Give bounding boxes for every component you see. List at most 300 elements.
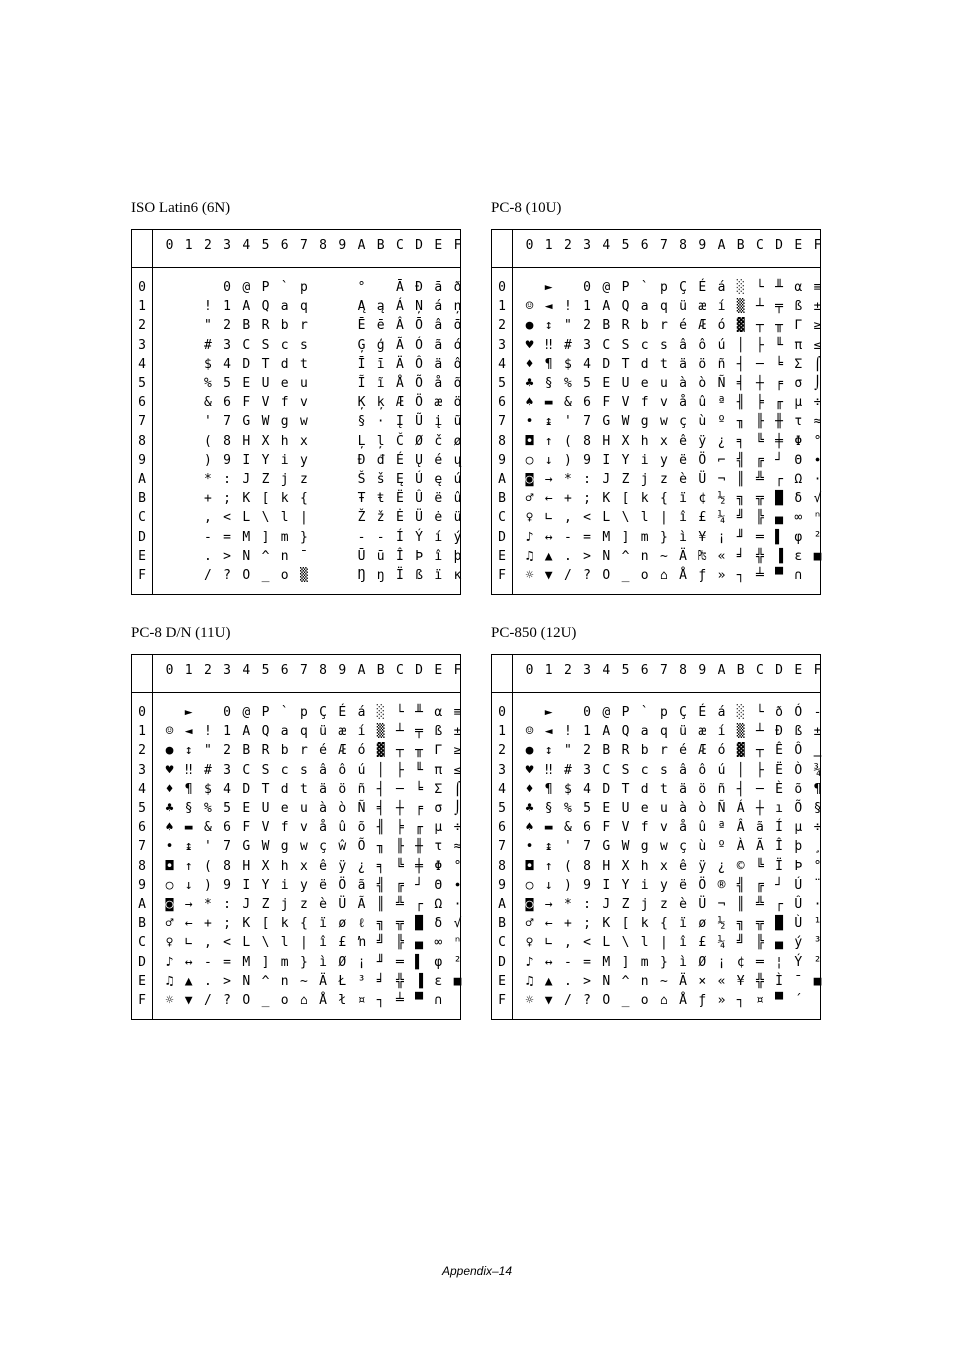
char-cell: É — [698, 280, 707, 295]
char-cell: \ — [621, 935, 630, 951]
char-cell: U — [621, 376, 630, 391]
char-cell: ╪ — [415, 858, 423, 874]
char-cell: ■ — [453, 973, 462, 989]
char-cell: ♥ — [165, 762, 174, 778]
char-cell — [333, 393, 352, 412]
char-cell: ↓ — [544, 452, 553, 468]
char-cell: Ŧ — [357, 491, 366, 507]
row-header: C — [498, 935, 506, 951]
char-cell: £ — [698, 510, 707, 526]
char-cell: ¦ — [775, 954, 783, 970]
char-cell: ═ — [755, 954, 764, 970]
char-cell: É — [395, 452, 404, 468]
char-cell: ¢ — [736, 954, 745, 970]
row-header: 7 — [138, 414, 146, 430]
char-cell: ī — [376, 356, 385, 372]
char-cell: ý — [453, 529, 462, 545]
column-header: 6 — [280, 238, 289, 253]
row-header: 3 — [498, 762, 506, 778]
char-cell: _ — [261, 568, 270, 583]
char-cell: C — [242, 337, 251, 353]
char-cell: 9 — [223, 452, 231, 468]
char-cell: G — [242, 414, 251, 430]
char-cell: Ω — [794, 472, 803, 487]
char-cell: 0 — [583, 705, 591, 720]
char-cell: Ų — [415, 452, 423, 468]
char-cell: Æ — [395, 395, 404, 411]
char-cell: ∩ — [794, 568, 803, 583]
table-title: PC-8 D/N (11U) — [131, 625, 231, 641]
char-cell: · — [813, 472, 822, 487]
char-cell: ├ — [755, 762, 764, 778]
char-cell: " — [203, 743, 212, 759]
char-cell: % — [203, 801, 212, 816]
char-cell: ¶ — [544, 356, 553, 372]
char-cell: ¼ — [717, 935, 726, 951]
column-header: 9 — [698, 238, 707, 253]
char-cell: Ñ — [357, 801, 366, 816]
char-cell: ⁿ — [813, 510, 822, 526]
char-cell: s — [299, 337, 308, 353]
char-cell: Þ — [794, 858, 803, 874]
char-cell: C — [602, 762, 611, 778]
char-cell: $ — [203, 781, 212, 797]
char-cell: π — [434, 762, 443, 778]
char-cell: ▒ — [736, 299, 745, 315]
char-cell: Q — [621, 724, 630, 740]
char-cell: M — [242, 954, 251, 970]
char-cell: } — [659, 529, 668, 545]
char-cell: 6 — [583, 820, 591, 836]
char-cell: d — [640, 781, 649, 797]
char-cell: | — [659, 935, 668, 951]
char-cell: J — [602, 897, 611, 912]
char-cell: } — [299, 529, 308, 545]
column-header: 0 — [525, 238, 534, 253]
char-cell: Ï — [775, 858, 783, 874]
char-cell: Ø — [415, 433, 423, 449]
char-cell: ÷ — [813, 395, 822, 411]
char-cell: © — [736, 858, 745, 874]
char-cell: l — [640, 510, 649, 526]
row-header: 2 — [498, 318, 506, 334]
char-cell: b — [280, 318, 289, 334]
column-header: A — [357, 238, 366, 253]
char-cell: 0 — [583, 280, 591, 295]
char-cell: Þ — [415, 548, 423, 564]
char-cell: Î — [395, 548, 404, 564]
char-cell: § — [357, 414, 366, 430]
char-cell: Ė — [395, 510, 404, 526]
char-cell: ↔ — [544, 954, 553, 970]
char-cell: Γ — [434, 743, 443, 759]
char-cell — [160, 432, 179, 451]
char-cell: ∞ — [434, 935, 443, 951]
char-cell: ô — [698, 337, 707, 353]
char-cell: ê — [679, 858, 687, 874]
char-cell: ! — [563, 724, 572, 740]
row-header: 6 — [498, 820, 506, 836]
char-cell: ³ — [813, 935, 822, 951]
char-cell: • — [165, 839, 174, 855]
char-cell: + — [203, 491, 212, 507]
char-cell: Ļ — [357, 433, 366, 449]
char-cell: ╖ — [376, 839, 385, 855]
char-cell: w — [659, 414, 668, 430]
char-cell: í — [717, 299, 726, 315]
char-cell: ┤ — [736, 781, 745, 797]
char-cell: r — [659, 318, 668, 334]
char-cell: ƒ — [698, 568, 707, 583]
row-header: 1 — [138, 724, 146, 740]
char-cell: P — [261, 280, 270, 295]
char-cell: ♣ — [165, 801, 174, 816]
char-cell — [160, 278, 179, 297]
char-cell: σ — [794, 376, 803, 391]
char-cell: ┬ — [755, 318, 764, 334]
char-cell: - — [563, 529, 572, 545]
char-cell: ╩ — [395, 897, 404, 912]
code-grid — [131, 229, 461, 595]
char-cell: f — [640, 820, 649, 836]
column-header: 1 — [544, 663, 553, 678]
row-header: 9 — [498, 877, 506, 893]
char-cell: ▀ — [775, 568, 783, 583]
char-cell: ↕ — [184, 743, 193, 759]
char-cell: 2 — [583, 743, 591, 759]
char-cell: Ī — [357, 356, 366, 372]
char-cell: j — [280, 897, 289, 912]
column-header: 6 — [640, 663, 649, 678]
char-cell: ! — [203, 299, 212, 315]
char-cell: T — [621, 781, 630, 797]
char-cell: T — [621, 356, 630, 372]
char-cell — [314, 355, 333, 374]
code-grid — [131, 654, 461, 1020]
char-cell: / — [203, 993, 212, 1008]
char-cell: ╝ — [736, 935, 745, 951]
char-cell: y — [659, 877, 668, 893]
row-header: 6 — [138, 820, 146, 836]
char-cell: i — [280, 877, 289, 893]
char-cell: ē — [376, 318, 385, 334]
column-header: 6 — [280, 663, 289, 678]
char-cell — [179, 508, 198, 527]
char-cell: + — [203, 916, 212, 932]
char-cell — [160, 297, 179, 316]
char-cell: ¼ — [717, 510, 726, 526]
char-cell: ^ — [621, 973, 630, 989]
char-cell: ╥ — [415, 743, 423, 759]
char-cell: ↨ — [184, 839, 193, 855]
row-header: 4 — [138, 781, 146, 797]
char-cell: z — [299, 472, 308, 487]
char-cell: ╣ — [736, 452, 745, 468]
char-cell: : — [223, 472, 231, 487]
char-cell — [198, 278, 217, 297]
char-cell: ▬ — [544, 395, 553, 411]
char-cell: ┘ — [415, 877, 423, 893]
char-cell: ← — [544, 916, 553, 932]
char-cell: Á — [395, 299, 404, 315]
char-cell: v — [659, 395, 668, 411]
char-cell: ℓ — [358, 916, 365, 932]
char-cell: ï — [319, 916, 327, 932]
char-cell: à — [679, 376, 687, 391]
char-cell: 6 — [223, 820, 231, 836]
char-cell: ę — [434, 472, 443, 487]
char-cell: u — [659, 376, 668, 391]
char-cell — [314, 278, 333, 297]
char-cell: p — [659, 280, 668, 295]
row-header: B — [138, 491, 146, 507]
char-cell: ▓ — [376, 743, 385, 759]
char-cell: W — [261, 414, 270, 430]
char-cell: " — [203, 318, 212, 334]
char-cell: ▼ — [544, 993, 553, 1008]
char-cell: o — [280, 993, 289, 1008]
char-cell: x — [299, 858, 308, 874]
char-cell: Z — [261, 897, 270, 912]
char-cell: c — [640, 337, 649, 353]
char-cell: ) — [563, 452, 572, 468]
row-header: 6 — [498, 395, 506, 411]
column-header: C — [755, 238, 764, 253]
column-header: A — [717, 238, 726, 253]
char-cell: O — [602, 568, 611, 583]
row-header: 8 — [498, 858, 506, 874]
char-cell: ø — [453, 433, 462, 449]
column-header: 2 — [203, 663, 212, 678]
char-cell: ├ — [395, 762, 404, 778]
column-header: E — [794, 663, 803, 678]
char-cell: ç — [679, 414, 687, 430]
char-cell: S — [261, 762, 270, 778]
row-header: 1 — [138, 299, 146, 315]
char-cell: ¸ — [813, 839, 822, 855]
char-cell: ═ — [395, 954, 404, 970]
char-cell: Ç — [319, 705, 327, 720]
column-header: B — [736, 238, 745, 253]
char-cell: ▬ — [544, 820, 553, 836]
char-cell: · — [453, 897, 462, 912]
char-cell: ŵ — [338, 839, 347, 855]
char-cell: A — [602, 299, 611, 315]
char-cell: ● — [525, 743, 534, 759]
char-cell: ╫ — [415, 839, 423, 855]
char-cell: ☺ — [525, 299, 534, 315]
char-cell: Φ — [434, 858, 443, 874]
char-cell: 1 — [223, 299, 231, 315]
char-cell: ² — [453, 954, 462, 970]
char-cell: ð — [775, 705, 783, 720]
char-cell: ã — [755, 820, 764, 836]
char-cell: í — [357, 724, 366, 740]
table-title: PC-8 (10U) — [491, 200, 562, 216]
char-cell: l — [280, 935, 289, 951]
char-cell: ų — [453, 452, 462, 468]
char-cell: q — [659, 724, 668, 740]
char-cell: ║ — [736, 472, 745, 487]
char-cell: 2 — [223, 318, 231, 334]
char-cell: Ņ — [415, 299, 423, 315]
char-cell: ² — [813, 954, 822, 970]
char-cell: ï — [679, 916, 687, 932]
char-cell — [333, 566, 352, 585]
char-cell: ¡ — [717, 954, 726, 970]
column-header: 8 — [679, 238, 687, 253]
char-cell: Š — [357, 472, 366, 487]
char-cell: ╖ — [736, 414, 745, 430]
char-cell: Φ — [794, 433, 803, 449]
char-cell: x — [299, 433, 308, 449]
char-cell: " — [563, 743, 572, 759]
char-cell: ⌂ — [659, 993, 668, 1008]
char-cell: ╓ — [775, 395, 783, 411]
char-cell: û — [698, 820, 707, 836]
column-header: 5 — [261, 663, 270, 678]
char-cell: d — [280, 356, 289, 372]
char-cell: ┬ — [755, 743, 764, 759]
char-cell: ‼ — [184, 762, 193, 778]
char-cell: - — [813, 705, 822, 720]
char-cell: È — [775, 781, 783, 797]
char-cell: á — [434, 299, 443, 315]
char-cell: Q — [261, 299, 270, 315]
char-cell: ╗ — [736, 491, 745, 507]
char-cell: ♂ — [525, 491, 534, 507]
char-cell: ± — [813, 724, 822, 740]
char-cell: ╬ — [755, 973, 764, 989]
char-cell: ╜ — [736, 529, 745, 545]
row-header: 4 — [138, 356, 146, 372]
char-cell — [160, 508, 179, 527]
char-cell: - — [376, 529, 385, 545]
char-cell: Ý — [415, 529, 423, 545]
char-cell: ® — [717, 877, 726, 893]
char-cell: Ķ — [357, 395, 366, 411]
char-cell: ¤ — [755, 993, 764, 1008]
char-cell: Ç — [679, 280, 687, 295]
char-cell: Ë — [395, 491, 404, 507]
char-cell: ¶ — [813, 781, 822, 797]
char-cell: M — [602, 529, 611, 545]
char-cell: ╔ — [755, 877, 764, 893]
column-header: D — [775, 238, 783, 253]
column-header: 1 — [184, 663, 193, 678]
char-cell: ∟ — [544, 510, 553, 526]
char-cell: t — [299, 781, 308, 797]
char-cell: ╒ — [415, 801, 423, 816]
column-header: D — [415, 238, 423, 253]
char-cell: Ã — [357, 897, 366, 912]
char-cell: ü — [453, 510, 462, 526]
char-cell: Ø — [338, 954, 347, 970]
char-cell: o — [640, 993, 649, 1008]
char-cell: o — [280, 568, 289, 583]
char-cell: 4 — [223, 781, 231, 797]
char-cell: \ — [621, 510, 630, 526]
column-header: 7 — [659, 238, 668, 253]
char-cell: Ò — [794, 762, 803, 778]
char-cell: X — [261, 858, 270, 874]
char-cell: ) — [563, 877, 572, 893]
char-cell: § — [813, 801, 822, 816]
char-cell: V — [621, 820, 630, 836]
char-cell: 9 — [223, 877, 231, 893]
char-cell: Æ — [338, 743, 347, 759]
row-header: C — [498, 510, 506, 526]
char-cell: µ — [434, 820, 443, 836]
char-cell: í — [434, 529, 443, 545]
char-cell: ] — [621, 954, 630, 970]
char-cell: ñ — [357, 781, 366, 797]
char-cell: č — [434, 433, 443, 449]
char-cell: Ì — [775, 973, 783, 989]
char-cell: ( — [203, 433, 212, 449]
char-cell: é — [679, 743, 687, 759]
char-cell: X — [621, 858, 630, 874]
char-cell: ► — [544, 280, 553, 295]
char-cell: H — [602, 433, 611, 449]
char-cell: ë — [679, 452, 687, 468]
char-cell: ╨ — [775, 280, 783, 295]
char-cell: Ä — [679, 973, 687, 989]
char-cell: â — [319, 762, 327, 778]
char-cell: Õ — [415, 376, 423, 391]
char-cell: Ï — [395, 568, 404, 583]
char-cell: À — [736, 839, 745, 855]
char-cell: ( — [563, 858, 572, 874]
char-cell: ○ — [165, 877, 174, 893]
char-cell: º — [717, 414, 726, 430]
char-cell: u — [659, 801, 668, 816]
char-cell: N — [602, 548, 611, 564]
column-header: 4 — [242, 663, 251, 678]
char-cell — [333, 432, 352, 451]
char-cell: Õ — [794, 801, 803, 816]
char-cell: | — [299, 935, 308, 951]
char-cell: £ — [698, 935, 707, 951]
char-cell: ┴ — [755, 299, 764, 315]
char-cell: ● — [525, 318, 534, 334]
column-header: 9 — [338, 663, 347, 678]
char-cell: 4 — [583, 356, 591, 372]
char-cell: └ — [755, 705, 764, 720]
char-cell — [160, 489, 179, 508]
char-cell: ´ — [794, 993, 803, 1008]
char-cell: ^ — [261, 973, 270, 989]
char-cell: ╗ — [376, 916, 385, 932]
char-cell: ╔ — [395, 877, 404, 893]
char-cell: ª — [717, 395, 726, 411]
char-cell: ☼ — [165, 993, 174, 1008]
char-cell: ¯ — [794, 973, 803, 989]
char-cell: α — [794, 280, 803, 295]
char-cell: · — [813, 897, 822, 912]
char-cell: q — [299, 299, 308, 315]
char-cell: ∙ — [813, 452, 822, 468]
char-cell: y — [659, 452, 668, 468]
char-cell: ¨ — [813, 877, 822, 893]
char-cell: ½ — [717, 916, 726, 932]
char-cell: ⁿ — [453, 935, 462, 951]
char-cell: ⌠ — [453, 781, 462, 797]
char-cell: ▼ — [544, 568, 553, 583]
char-cell: Ö — [698, 452, 707, 468]
char-cell: ♫ — [525, 973, 534, 989]
char-cell: ♪ — [525, 954, 534, 970]
